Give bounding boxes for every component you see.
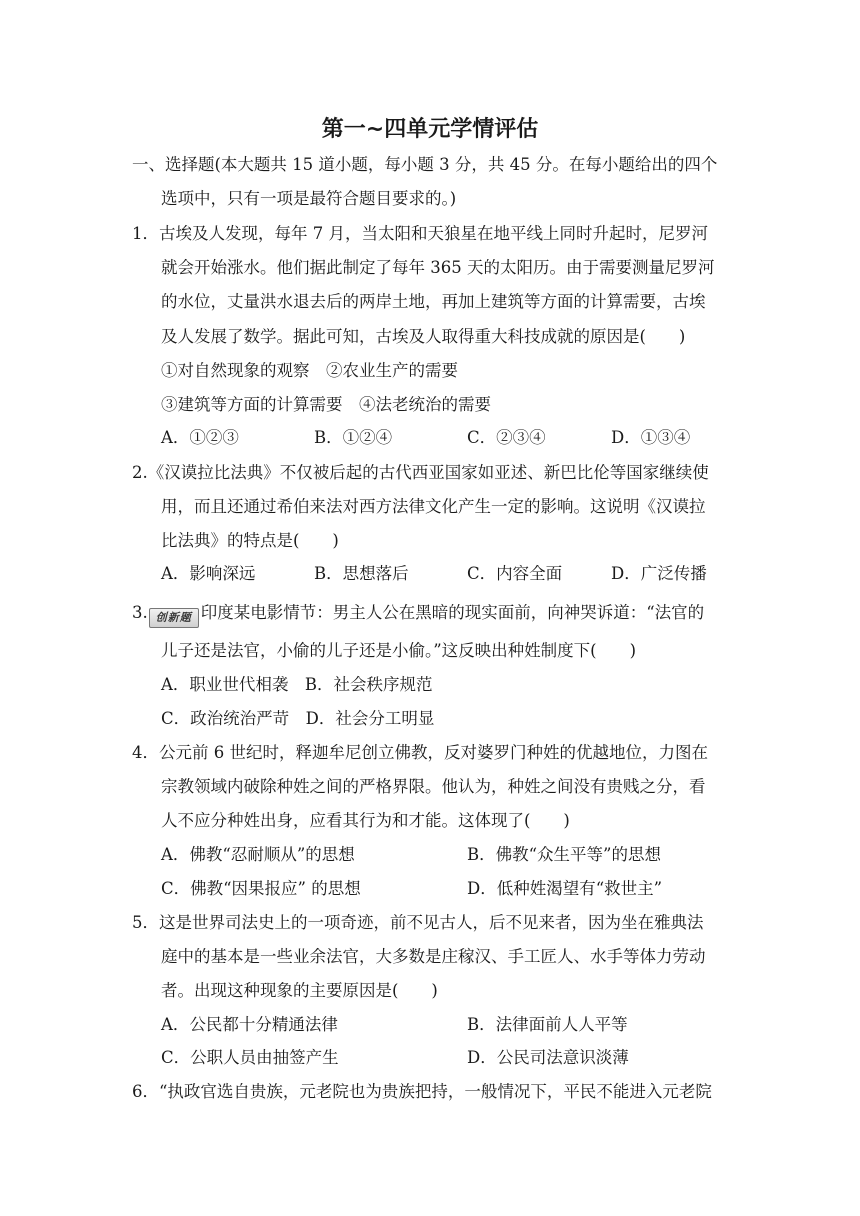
q5-option-d[interactable]: D．公民司法意识淡薄 <box>467 1048 629 1067</box>
q1-option-d[interactable]: D．①③④ <box>611 428 691 447</box>
q1-line-4: 及人发展了数学。据此可知，古埃及人取得重大科技成就的原因是( ) <box>161 327 686 346</box>
q6-line-1: 6．“执政官选自贵族，元老院也为贵族把持，一般情况下，平民不能进入元老院 <box>132 1082 712 1101</box>
q3-number: 3. <box>132 603 148 622</box>
q3-line-1 <box>132 603 704 628</box>
section-heading-line-1: 一、选择题(本大题共 15 道小题，每小题 3 分，共 45 分。在每小题给出的四个 <box>132 155 718 174</box>
q1-item-row-1: ①对自然现象的观察 ②农业生产的需要 <box>161 361 458 380</box>
q3-options-row-2[interactable]: C．政治统治严苛 D．社会分工明显 <box>161 709 435 728</box>
q4-option-d[interactable]: D．低种姓渴望有“救世主” <box>467 879 663 898</box>
q2-line-1: 2.《汉谟拉比法典》不仅被后起的古代西亚国家如亚述、新巴比伦等国家继续使 <box>132 463 709 482</box>
q1-option-c[interactable]: C．②③④ <box>467 428 546 447</box>
q2-option-a[interactable]: A．影响深远 <box>161 564 256 583</box>
q3-line-1-text: 印度某电影情节：男主人公在黑暗的现实面前，向神哭诉道：“法官的 <box>200 603 705 622</box>
q5-line-2: 庭中的基本是一些业余法官，大多数是庄稼汉、手工匠人、水手等体力劳动 <box>161 947 706 966</box>
q4-line-3: 人不应分种姓出身，应看其行为和才能。这体现了( ) <box>161 811 570 830</box>
q1-item-row-2: ③建筑等方面的计算需要 ④法老统治的需要 <box>161 395 491 414</box>
q5-option-c[interactable]: C．公职人员由抽签产生 <box>161 1048 339 1067</box>
q4-line-2: 宗教领域内破除种姓之间的严格界限。他认为，种姓之间没有贵贱之分，看 <box>161 777 706 796</box>
q1-line-3: 的水位，丈量洪水退去后的两岸土地，再加上建筑等方面的计算需要，古埃 <box>161 292 706 311</box>
q1-line-2: 就会开始涨水。他们据此制定了每年 365 天的太阳历。由于需要测量尼罗河 <box>161 258 715 277</box>
q1-option-b[interactable]: B．①②④ <box>314 428 393 447</box>
section-heading-line-2: 选项中，只有一项是最符合题目要求的。) <box>161 189 457 208</box>
q2-option-c[interactable]: C．内容全面 <box>467 564 563 583</box>
q5-line-1: 5．这是世界司法史上的一项奇迹，前不见古人，后不见来者，因为坐在雅典法 <box>132 913 704 932</box>
q4-option-c[interactable]: C．佛教“因果报应” 的思想 <box>161 879 361 898</box>
q5-option-b[interactable]: B．法律面前人人平等 <box>467 1015 628 1034</box>
q2-option-b[interactable]: B．思想落后 <box>314 564 409 583</box>
q4-line-1: 4．公元前 6 世纪时，释迦牟尼创立佛教，反对婆罗门种姓的优越地位，力图在 <box>132 743 708 762</box>
page-title: 第一~四单元学情评估 <box>321 117 539 142</box>
q4-option-b[interactable]: B．佛教“众生平等”的思想 <box>467 845 661 864</box>
innovation-badge-icon: 创新题 <box>149 608 199 628</box>
q3-options-row-1[interactable]: A．职业世代相袭 B．社会秩序规范 <box>161 675 433 694</box>
q2-line-3: 比法典》的特点是( ) <box>161 531 339 550</box>
q1-option-a[interactable]: A．①②③ <box>161 428 239 447</box>
q4-option-a[interactable]: A．佛教“忍耐顺从”的思想 <box>161 845 355 864</box>
q2-line-2: 用，而且还通过希伯来法对西方法律文化产生一定的影响。这说明《汉谟拉 <box>161 497 706 516</box>
q5-line-3: 者。出现这种现象的主要原因是( ) <box>161 981 438 1000</box>
q3-line-2: 儿子还是法官，小偷的儿子还是小偷。”这反映出种姓制度下( ) <box>161 641 637 660</box>
q5-option-a[interactable]: A．公民都十分精通法律 <box>161 1015 338 1034</box>
q1-line-1: 1．古埃及人发现，每年 7 月，当太阳和天狼星在地平线上同时升起时，尼罗河 <box>132 224 708 243</box>
q2-option-d[interactable]: D．广泛传播 <box>611 564 707 583</box>
